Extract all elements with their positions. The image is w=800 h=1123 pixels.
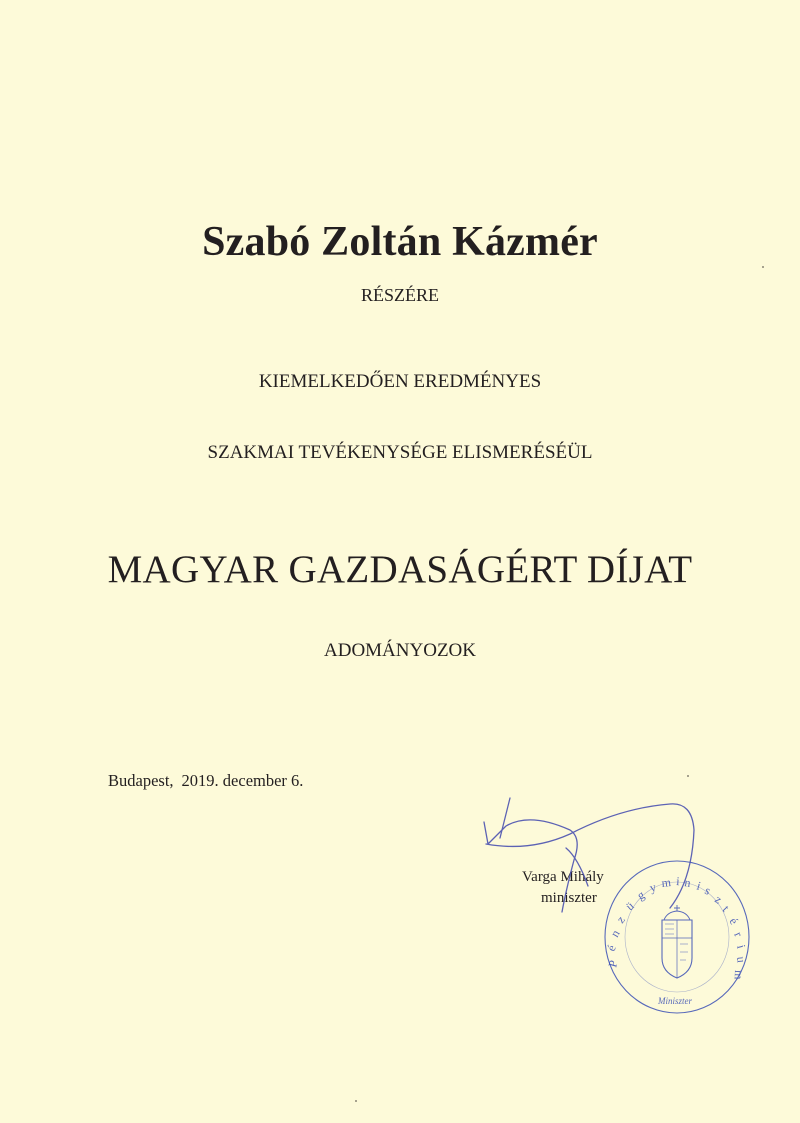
for-label: RÉSZÉRE [360, 285, 439, 305]
svg-text:m: m [660, 875, 672, 890]
svg-text:é: é [603, 942, 619, 954]
svg-text:n: n [683, 875, 692, 890]
svg-text:é: é [726, 914, 742, 928]
svg-text:n: n [607, 927, 623, 940]
date: 2019. december 6. [181, 771, 304, 790]
svg-text:y: y [647, 879, 658, 895]
svg-text:m: m [731, 969, 746, 980]
place: Budapest, [108, 771, 174, 790]
paper-speck [355, 1100, 357, 1102]
signer-title: miniszter [541, 890, 597, 906]
svg-text:z: z [613, 912, 628, 926]
svg-text:P: P [605, 958, 621, 969]
svg-text:i: i [675, 874, 681, 889]
svg-text:t: t [719, 902, 733, 915]
place-and-date [108, 771, 311, 791]
svg-text:g: g [634, 887, 647, 903]
signer-name: Varga Mihály [522, 869, 604, 885]
paper-speck [762, 266, 764, 268]
svg-text:s: s [702, 883, 714, 898]
citation-line-2: SZAKMAI TEVÉKENYSÉGE ELISMERÉSÉÜL [207, 442, 593, 463]
award-title: MAGYAR GAZDASÁGÉRT DÍJAT [107, 548, 693, 591]
svg-text:i: i [734, 943, 749, 950]
svg-text:r: r [731, 929, 746, 939]
recipient-name: Szabó Zoltán Kázmér [202, 219, 598, 265]
svg-text:i: i [695, 878, 703, 893]
signature [470, 790, 710, 940]
citation-line-1: KIEMELKEDŐEN EREDMÉNYES [258, 371, 542, 392]
svg-text:ü: ü [622, 898, 637, 914]
svg-text:z: z [712, 892, 725, 907]
svg-text:u: u [734, 955, 749, 964]
grants-verb: ADOMÁNYOZOK [324, 640, 476, 661]
svg-text:Miniszter: Miniszter [658, 996, 693, 1006]
paper-speck [687, 775, 689, 777]
